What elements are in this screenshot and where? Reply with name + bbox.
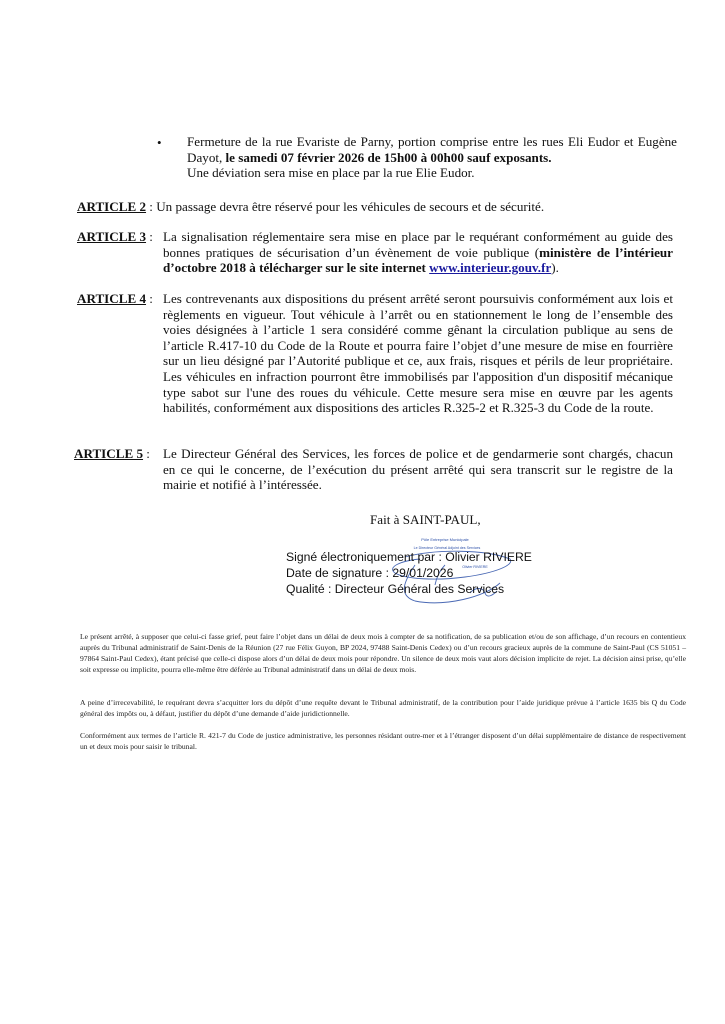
stamp-line-2: Le Directeur Général Adjoint des Services xyxy=(413,546,481,550)
article-5-heading xyxy=(74,446,150,462)
footer-fee-notice: A peine d’irrecevabilité, le requérant devra s’acquitter lors du dépôt d’une requête devant le Tribunal administratif, de la contribution pour l’aide juridique prévue à l’article 1635 bis Q du Code général des impôts ou, à défaut, justifier du dépôt d’une demande d’aide juridictionnelle. xyxy=(80,698,686,718)
interieur-link[interactable]: www.interieur.gouv.fr xyxy=(429,260,552,276)
bullet-deviation: Une déviation sera mise en place par la rue Elie Eudor. xyxy=(187,165,475,181)
article-3-text: La signalisation réglementaire sera mise en place par le requérant conformément au guide des bonnes pratiques de sécurisation d’un évènement de voie publique ( xyxy=(163,229,673,260)
bullet-item xyxy=(187,134,677,181)
bullet-marker: • xyxy=(157,135,162,150)
article-5-text: Le Directeur Général des Services, les forces de police et de gendarmerie sont chargés, chacun en ce qui le concerne, de l’exécution du présent arrêté qui sera transcrit sur le registre de la mairie et notifié à l’intéressée. xyxy=(163,446,673,493)
article-4-separator: : xyxy=(146,291,153,306)
article-3-bold: ministère de l’intérieur d’octobre 2018 à télécharger sur le site internet xyxy=(163,244,673,276)
signature-place: Fait à SAINT-PAUL, xyxy=(370,512,481,527)
article-4-body xyxy=(163,291,673,416)
signatory-role: Qualité : Directeur Général des Services xyxy=(286,582,505,596)
stamp-line-3: Olivier RIVIERE xyxy=(462,565,488,569)
article-5-body xyxy=(163,446,673,493)
article-3-body xyxy=(163,229,673,276)
signature-date: Date de signature : 29/01/2026 xyxy=(286,566,454,580)
article-3-label: ARTICLE 3 xyxy=(77,229,147,244)
article-4-label: ARTICLE 4 xyxy=(77,291,147,306)
article-2-heading xyxy=(77,199,544,215)
signed-by: Signé électroniquement par : Olivier RIVIERE xyxy=(286,550,532,564)
footer-overseas-notice: Conformément aux termes de l’article R. 421-7 du Code de justice administrative, les personnes résidant outre-mer et à l’étranger disposent d’un délai supplémentaire de distance de respectivement un et deux mois pour saisir le tribunal. xyxy=(80,731,686,751)
article-5-label: ARTICLE 5 xyxy=(74,446,144,461)
article-2-text: Un passage devra être réservé pour les véhicules de secours et de sécurité. xyxy=(156,199,545,214)
article-4-heading xyxy=(77,291,153,307)
footer-appeal-notice: Le présent arrêté, à supposer que celui-ci fasse grief, peut faire l’objet dans un délai de deux mois à compter de sa notification, de sa publication et/ou de son affichage, d’un recours en contentieux auprès du Tribunal administratif de Saint-Denis de la Réunion (27 rue Félix Guyon, BP 2024, 97488 Saint-Denis Cedex) ou d’un recours gracieux auprès de la commune de Saint-Paul (CS 51051 – 97864 Saint-Paul Cedex), étant précisé que celle-ci dispose alors d’un délai de deux mois pour répondre. Un silence de deux mois vaut alors décision implicite de rejet. La décision ainsi prise, qu’elle soit expresse ou implicite, pourra elle-même être déférée au Tribunal administratif dans un délai de deux mois. xyxy=(80,632,686,674)
article-5-separator: : xyxy=(143,446,150,461)
stamp-line-1: Pôle Entreprise Municipale xyxy=(421,537,469,542)
article-4-text: Les contrevenants aux dispositions du présent arrêté seront poursuivis conformément aux lois et règlements en vigueur. Tout véhicule à l’arrêt ou en stationnement le long de l’ensemble des voies désignées à l’article 1 sera considéré comme gênant la circulation publique au sens de l’article R.417-10 du Code de la Route et pourra faire l’objet d’une mesure de mise en fourrière sur un lieu désigné par l’Autorité publique et ce, aux frais, risques et périls de leur propriétaire. Les véhicules en infraction pourront être immobilisés par l'apposition d'un dispositif mécanique type sabot sur l'une des roues du véhicule. Cette mesure sera mise en œuvre par les agents habilités, conformément aux dispositions des articles R.325-2 et R.325-3 du Code de la route. xyxy=(163,291,673,416)
article-2-separator: : xyxy=(146,199,157,214)
article-2-label: ARTICLE 2 xyxy=(77,199,147,214)
article-3-end: ). xyxy=(551,260,559,276)
article-3-heading xyxy=(77,229,153,245)
article-3-separator: : xyxy=(146,229,153,244)
bullet-date-bold: le samedi 07 février 2026 de 15h00 à 00h00 sauf exposants. xyxy=(225,149,552,165)
bullet-text: Fermeture de la rue Evariste de Parny, portion comprise entre les rues Eli Eudor et Eugène Dayot, xyxy=(187,134,677,165)
